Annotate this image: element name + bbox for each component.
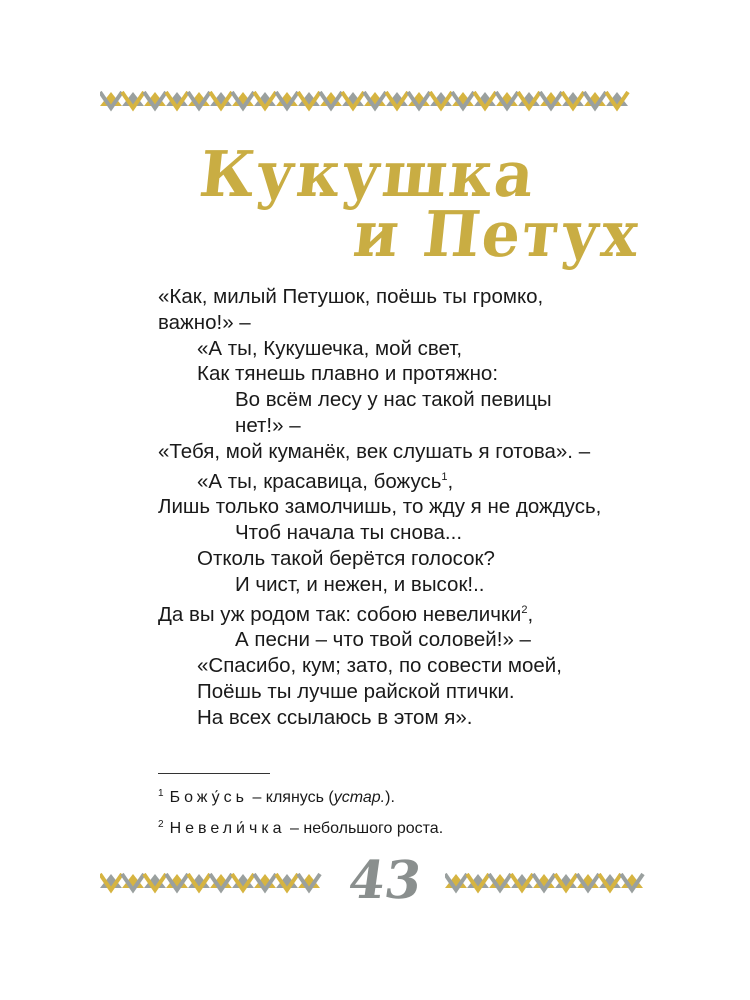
poem-line-text: Да вы уж родом так: собою невелички xyxy=(158,602,522,626)
poem-line xyxy=(158,465,598,495)
poem-line: На всех ссылаюсь в этом я». xyxy=(197,705,473,729)
punctuation: , xyxy=(527,602,534,626)
poem-line xyxy=(158,598,598,628)
footnote-definition: – небольшого роста. xyxy=(285,820,444,837)
poem-line: Чтоб начала ты снова... xyxy=(235,521,463,545)
poem-line: Поёшь ты лучше райской птички. xyxy=(197,679,515,703)
footnote-term: Невели́чка xyxy=(169,820,286,837)
poem-line-text: «А ты, красавица, божусь xyxy=(197,469,442,493)
poem-line: А песни – что твой соловей!» – xyxy=(235,628,531,652)
footnote-1 xyxy=(158,780,443,811)
footnote-divider xyxy=(158,773,270,774)
poem-line: важно!» – xyxy=(158,310,251,334)
footnote-number: 2 xyxy=(158,819,164,830)
footnote-term: Божу́сь xyxy=(169,789,248,806)
poem-body xyxy=(158,284,602,731)
poem-line: нет!» – xyxy=(235,413,301,437)
poem-line: И чист, и нежен, и высок!.. xyxy=(235,572,485,596)
footnote-note: устар. xyxy=(333,789,386,806)
footnote-end: ). xyxy=(385,789,395,806)
top-ornament-border xyxy=(100,80,645,120)
poem-line: «А ты, Кукушечка, мой свет, xyxy=(197,336,463,360)
poem-line: Как тянешь плавно и протяжно: xyxy=(197,362,499,386)
footnote-ref: 1 xyxy=(441,470,448,483)
poem-line: «Как, милый Петушок, поёшь ты громко, xyxy=(158,285,544,308)
poem-line: Во всём лесу у нас такой певицы xyxy=(235,388,552,412)
bottom-right-ornament-border xyxy=(445,862,645,902)
poem-line: Лишь только замолчишь, то жду я не дождусь, xyxy=(158,495,602,519)
poem-line: Отколь такой берётся голосок? xyxy=(197,546,495,570)
footnote-ref: 2 xyxy=(521,603,528,616)
page-number: 43 xyxy=(344,850,426,911)
poem-line: «Спасибо, кум; зато, по совести моей, xyxy=(197,654,562,678)
footnote-definition: – клянусь ( xyxy=(248,789,334,806)
footnote-number: 1 xyxy=(158,788,164,799)
footnote-2 xyxy=(158,811,443,842)
poem-line: «Тебя, мой куманёк, век слушать я готова». – xyxy=(158,439,591,463)
title-line-2: и Петух xyxy=(350,198,644,272)
bottom-left-ornament-border xyxy=(100,862,325,902)
title-line-1: Кукушка xyxy=(196,138,540,212)
footnotes xyxy=(158,780,443,842)
punctuation: , xyxy=(447,469,454,493)
